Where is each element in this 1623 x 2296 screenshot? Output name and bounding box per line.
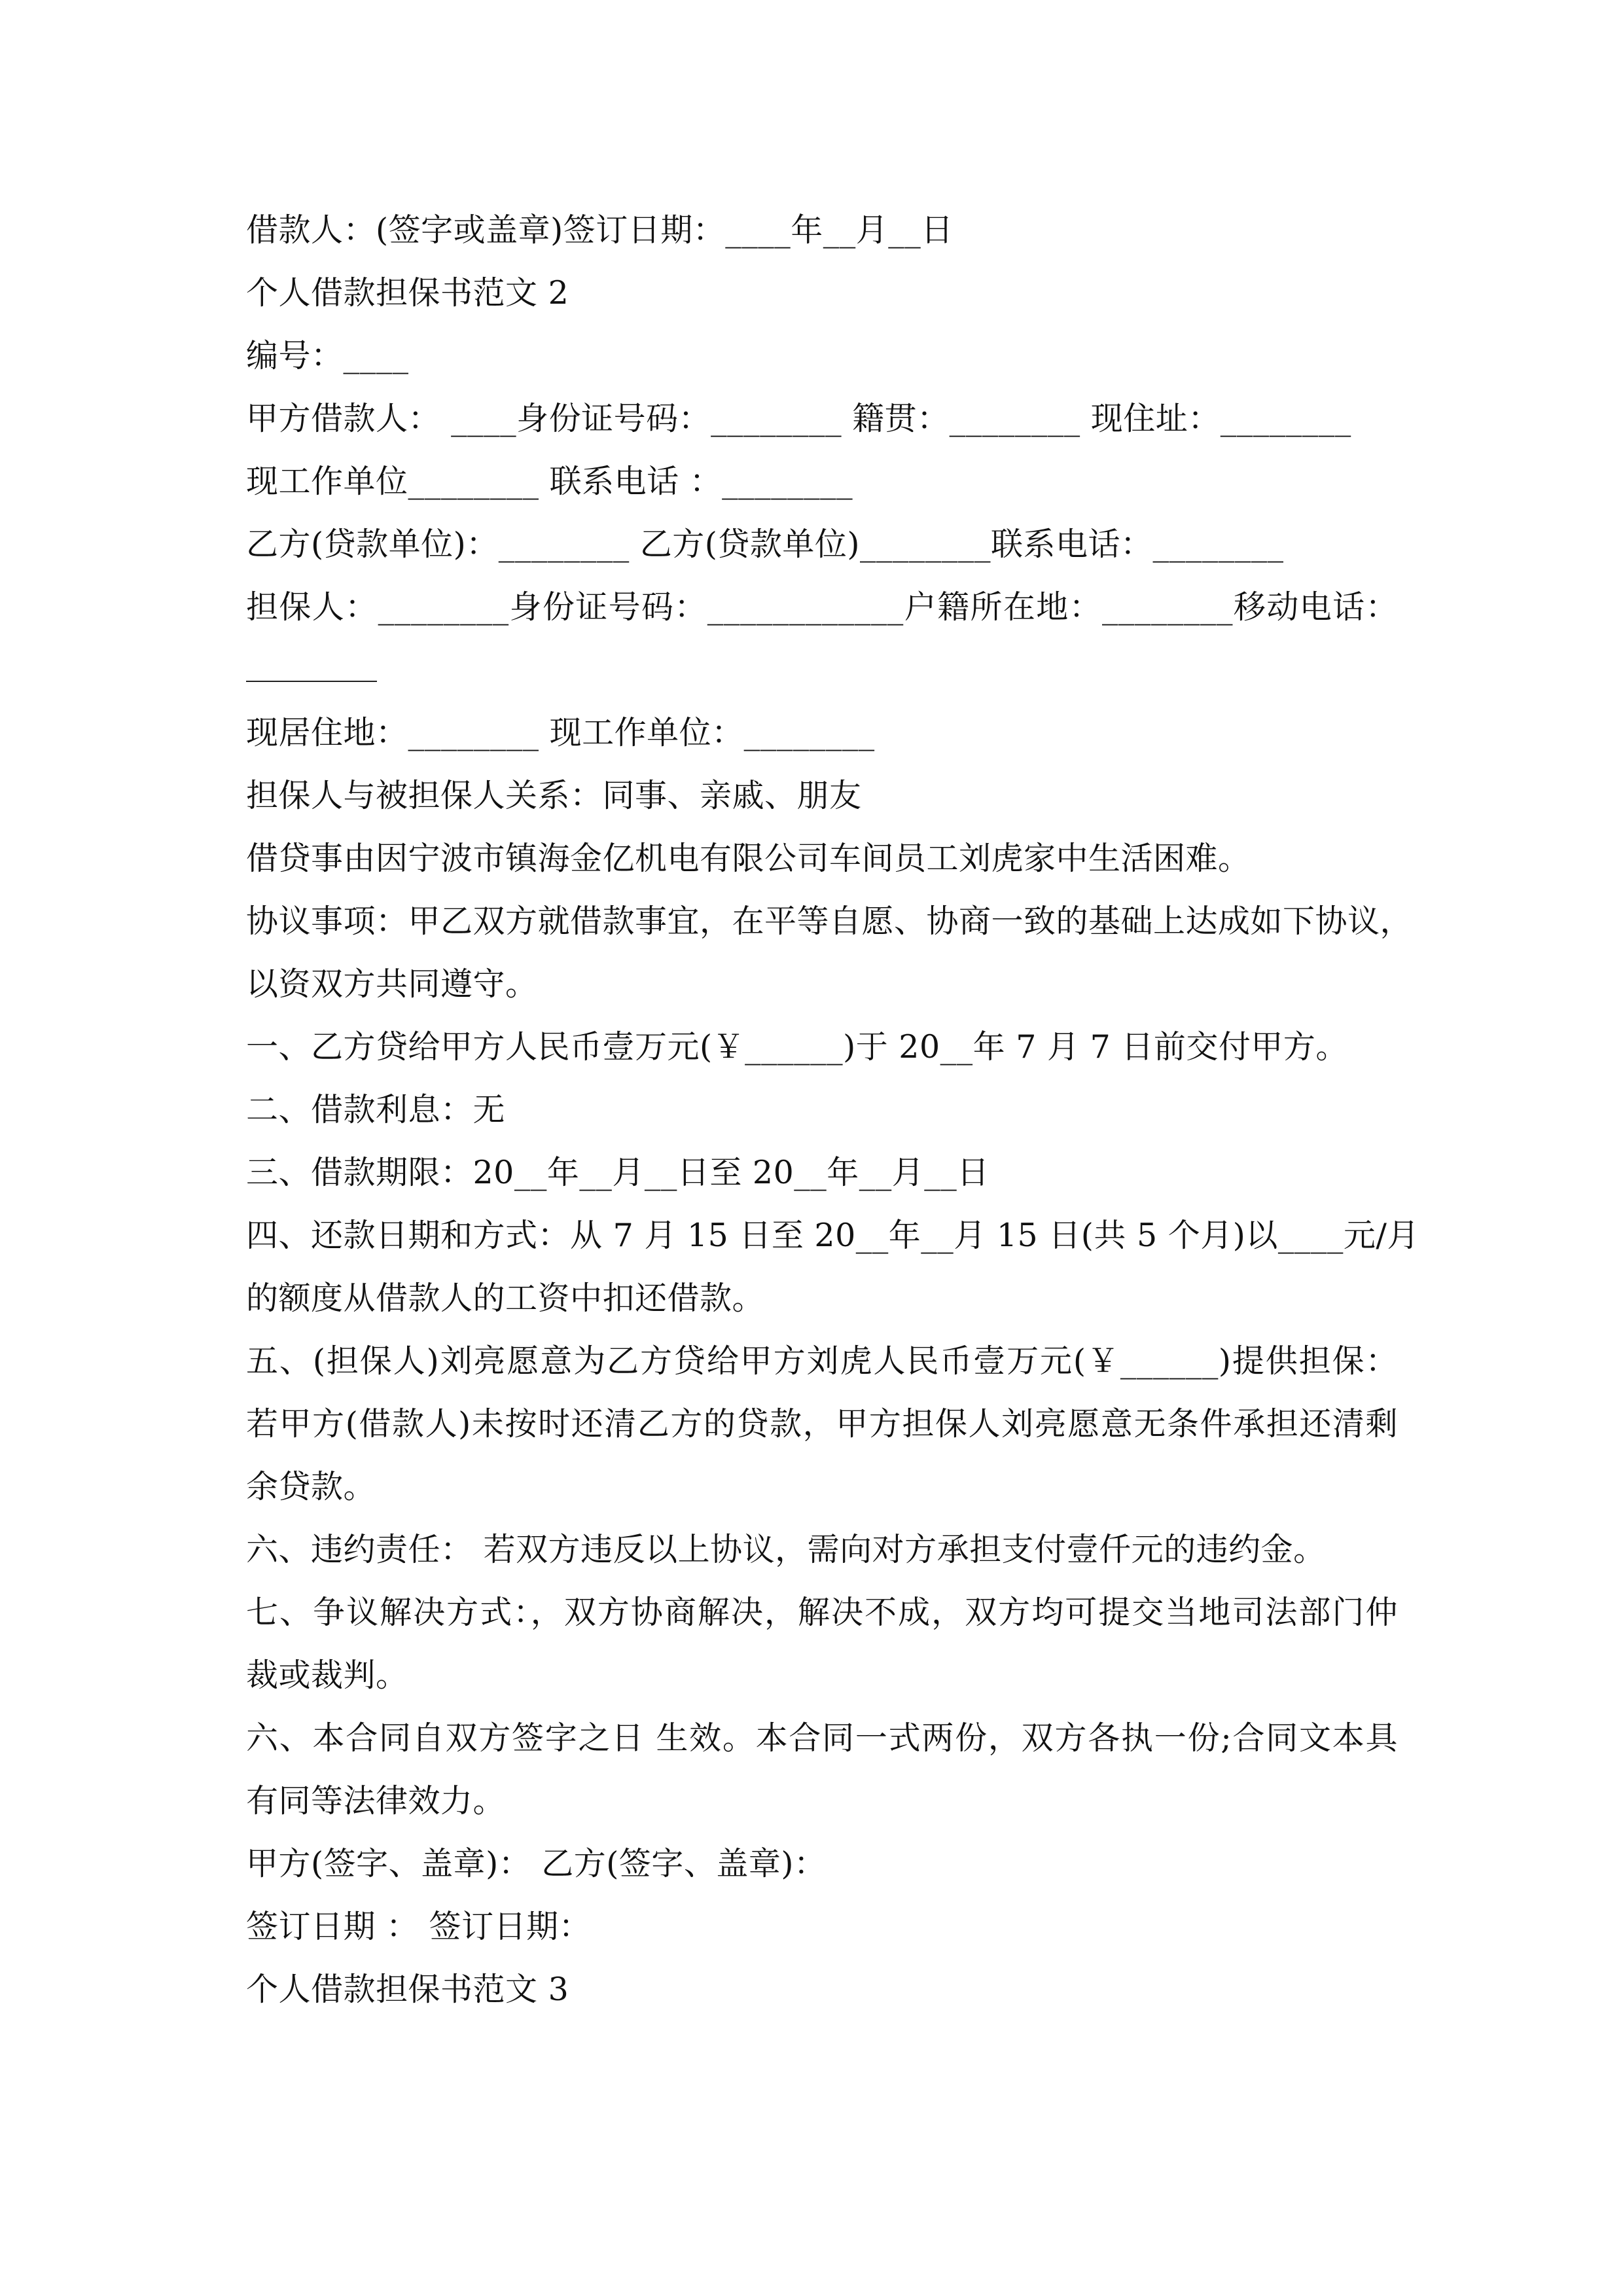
text-line: 二、借款利息：无 [246,1091,506,1128]
section-heading: 个人借款担保书范文 2 [246,274,569,312]
text-line: 借贷事由因宁波市镇海金亿机电有限公司车间员工刘虎家中生活困难。 [246,840,1251,877]
text-line: 协议事项：甲乙双方就借款事宜，在平等自愿、协商一致的基础上达成如下协议， [246,903,1413,940]
text-line: 借款人：(签字或盖章)签订日期：____年__月__日 [246,211,954,249]
text-line: 担保人与被担保人关系：同事、亲戚、朋友 [246,777,862,814]
text-line: 甲方借款人： ____身份证号码：________ 籍贯：________ 现住址：________ [246,400,1351,437]
text-line: 编号：____ [246,337,409,374]
text-line: 一、乙方贷给甲方人民币壹万元(￥______)于 20__年 7 月 7 日前交付甲方。 [246,1028,1348,1066]
text-line: 余贷款。 [246,1468,376,1505]
text-line: 现工作单位________ 联系电话 ：________ [246,463,853,500]
text-line: 担保人：________身份证号码：____________户籍所在地：________移动电话： [246,588,1398,626]
section-heading: 个人借款担保书范文 3 [246,1971,569,2008]
text-line: 六、本合同自双方签字之日 生效。本合同一式两份，双方各执一份;合同文本具 [246,1719,1398,1757]
text-line: 裁或裁判。 [246,1657,408,1694]
text-line: 甲方(签字、盖章)： 乙方(签字、盖章)： [246,1845,827,1882]
text-line: 七、争议解决方式：，双方协商解决，解决不成，双方均可提交当地司法部门仲 [246,1594,1398,1631]
text-line: 四、还款日期和方式：从 7 月 15 日至 20__年__月 15 日(共 5 个月)以____元/月 [246,1217,1419,1254]
text-line: 三、借款期限：20__年__月__日至 20__年__月__日 [246,1154,990,1191]
text-line: 现居住地：________ 现工作单位：________ [246,714,875,751]
text-line: 乙方(贷款单位)：________ 乙方(贷款单位)________联系电话：________ [246,526,1284,563]
text-line: 的额度从借款人的工资中扣还借款。 [246,1280,765,1317]
text-line: 签订日期 ： 签订日期： [246,1908,592,1945]
blank-underline [246,681,377,682]
text-line: 有同等法律效力。 [246,1782,506,1820]
text-line: 若甲方(借款人)未按时还清乙方的贷款，甲方担保人刘亮愿意无条件承担还清剩 [246,1405,1398,1443]
text-line: 六、违约责任： 若双方违反以上协议，需向对方承担支付壹仟元的违约金。 [246,1531,1326,1568]
text-line: 五、(担保人)刘亮愿意为乙方贷给甲方刘虎人民币壹万元(￥______)提供担保： [246,1342,1398,1380]
text-line: 以资双方共同遵守。 [246,965,538,1003]
